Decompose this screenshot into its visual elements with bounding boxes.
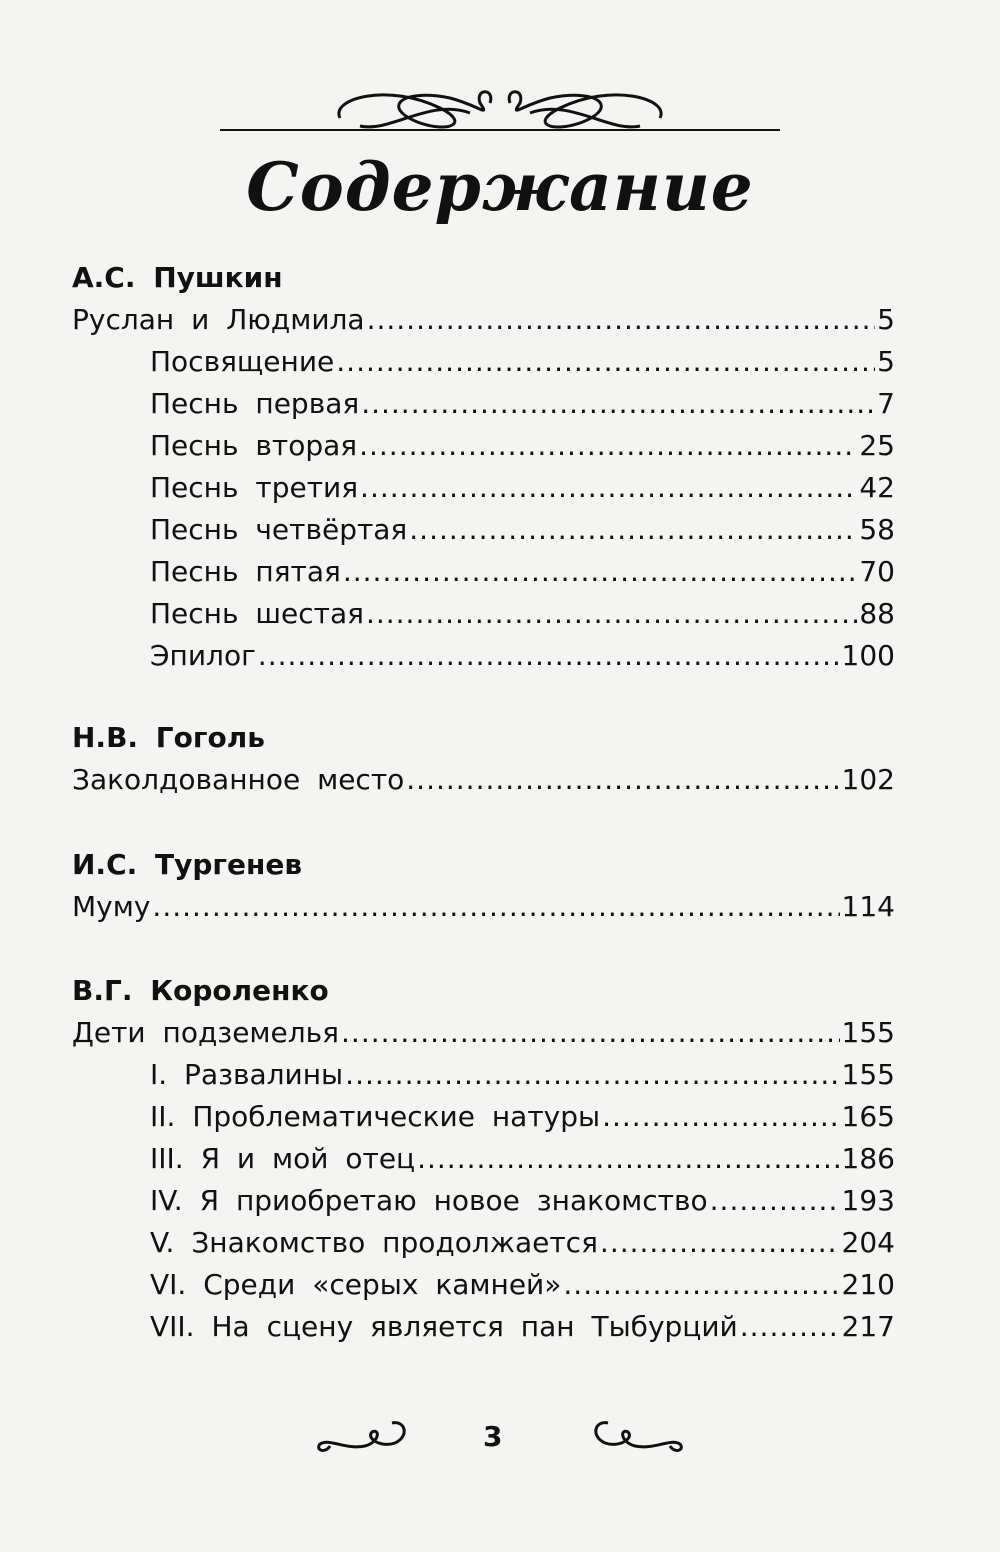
entry-page: 165 <box>841 1100 895 1133</box>
entry-page: 186 <box>841 1142 895 1175</box>
entry-title: Песнь вторая <box>150 429 358 462</box>
dot-leader <box>343 552 858 592</box>
toc-entry <box>150 384 895 424</box>
entry-title: Песнь пятая <box>150 555 341 588</box>
toc-entry <box>150 1223 895 1263</box>
entry-page: 193 <box>841 1184 895 1217</box>
dot-leader <box>600 1223 840 1263</box>
toc-entry <box>72 887 895 927</box>
entry-page: 88 <box>859 597 895 630</box>
entry-page: 70 <box>859 555 895 588</box>
toc-entry <box>150 342 895 382</box>
author-heading: Н.В. Гоголь <box>72 721 265 754</box>
entry-title: II. Проблематические натуры <box>150 1100 601 1133</box>
entry-title: Эпилог <box>150 639 256 672</box>
entry-page: 58 <box>859 513 895 546</box>
toc-entry <box>150 552 895 592</box>
title-rule <box>220 129 780 131</box>
entry-title: VII. На сцену является пан Тыбурций <box>150 1310 738 1343</box>
dot-leader <box>360 468 857 508</box>
entry-page: 5 <box>877 345 895 378</box>
entry-title: Песнь четвёртая <box>150 513 408 546</box>
page-number: 3 <box>483 1420 503 1453</box>
toc-entry <box>150 1181 895 1221</box>
entry-title: V. Знакомство продолжается <box>150 1226 598 1259</box>
entry-page: 7 <box>877 387 895 420</box>
toc-entry <box>150 594 895 634</box>
dot-leader <box>258 636 840 676</box>
toc-entry <box>150 1139 895 1179</box>
entry-title: Песнь третия <box>150 471 359 504</box>
dot-leader <box>367 300 876 340</box>
entry-page: 210 <box>841 1268 895 1301</box>
author-heading: А.С. Пушкин <box>72 261 283 294</box>
toc-entry <box>150 1307 895 1347</box>
entry-page: 25 <box>859 429 895 462</box>
toc-entry <box>150 510 895 550</box>
dot-leader <box>602 1097 839 1137</box>
entry-title: Песнь шестая <box>150 597 364 630</box>
entry-page: 100 <box>841 639 895 672</box>
entry-page: 114 <box>841 890 895 923</box>
entry-page: 155 <box>841 1016 895 1049</box>
toc-entry <box>150 1055 895 1095</box>
dot-leader <box>361 384 875 424</box>
dot-leader <box>740 1307 840 1347</box>
toc-entry <box>72 760 895 800</box>
dot-leader <box>359 426 857 466</box>
dot-leader <box>409 510 857 550</box>
entry-title: IV. Я приобретаю новое знакомство <box>150 1184 708 1217</box>
author-heading: И.С. Тургенев <box>72 848 303 881</box>
dot-leader <box>710 1181 840 1221</box>
toc-entry <box>150 636 895 676</box>
toc-entry <box>72 300 895 340</box>
entry-title: Муму <box>72 890 151 923</box>
entry-page: 204 <box>841 1226 895 1259</box>
entry-page: 102 <box>841 763 895 796</box>
entry-title: III. Я и мой отец <box>150 1142 416 1175</box>
toc-entry <box>150 1097 895 1137</box>
page-title: Содержание <box>246 148 754 226</box>
entry-title: I. Развалины <box>150 1058 344 1091</box>
author-heading: В.Г. Короленко <box>72 974 329 1007</box>
entry-title: Заколдованное место <box>72 763 405 796</box>
entry-title: VI. Среди «серых камней» <box>150 1268 562 1301</box>
toc-entry <box>150 426 895 466</box>
toc-entry <box>150 1265 895 1305</box>
entry-title: Дети подземелья <box>72 1016 340 1049</box>
toc-entry <box>150 468 895 508</box>
entry-page: 155 <box>841 1058 895 1091</box>
entry-title: Посвящение <box>150 345 335 378</box>
dot-leader <box>345 1055 839 1095</box>
entry-title: Руслан и Людмила <box>72 303 365 336</box>
entry-page: 42 <box>859 471 895 504</box>
entry-page: 5 <box>877 303 895 336</box>
toc-entry <box>72 1013 895 1053</box>
dot-leader <box>417 1139 839 1179</box>
dot-leader <box>366 594 857 634</box>
dot-leader <box>563 1265 839 1305</box>
dot-leader <box>336 342 875 382</box>
entry-page: 217 <box>841 1310 895 1343</box>
entry-title: Песнь первая <box>150 387 360 420</box>
dot-leader <box>406 760 839 800</box>
dot-leader <box>152 887 839 927</box>
dot-leader <box>341 1013 840 1053</box>
